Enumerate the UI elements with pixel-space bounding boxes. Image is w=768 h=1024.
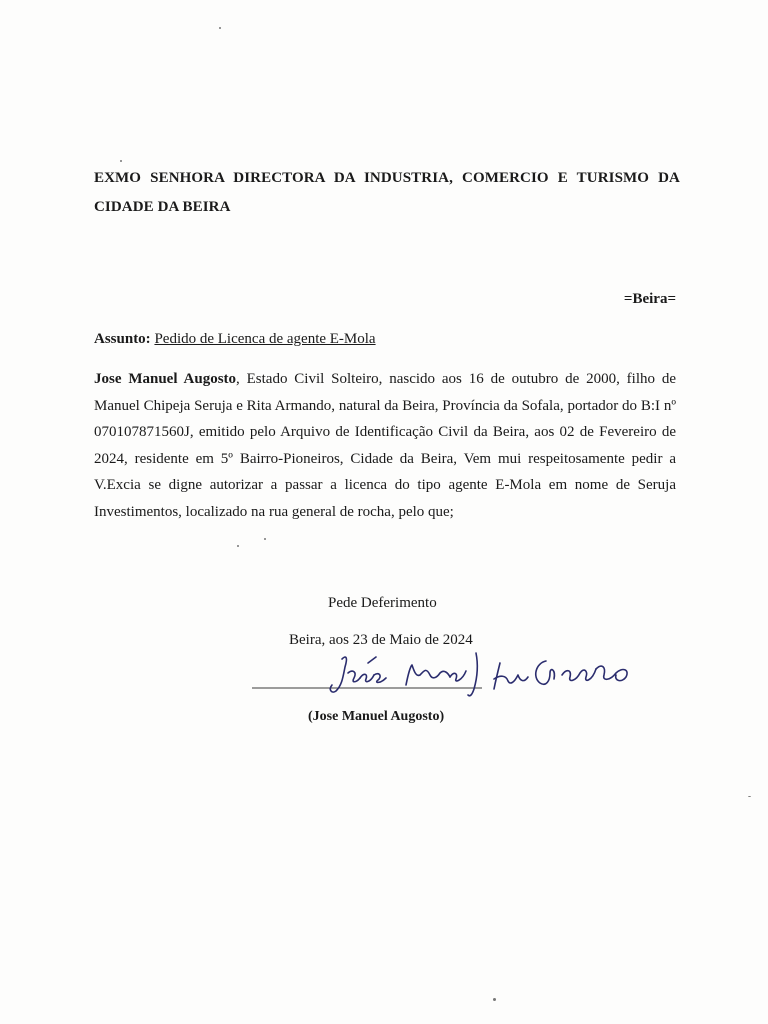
scan-speck bbox=[237, 545, 239, 547]
scan-speck bbox=[120, 160, 122, 162]
applicant-name: Jose Manuel Augosto bbox=[94, 371, 237, 387]
place-date: Beira, aos 23 de Maio de 2024 bbox=[289, 632, 473, 648]
subject-value: Pedido de Licenca de agente E-Mola bbox=[154, 331, 376, 347]
handwritten-signature bbox=[250, 645, 640, 705]
scan-speck bbox=[493, 998, 496, 1001]
letter-body bbox=[94, 366, 676, 525]
scan-speck bbox=[748, 796, 751, 797]
scan-speck bbox=[219, 27, 221, 29]
letter-body-text: , Estado Civil Solteiro, nascido aos 16 de outubro de 2000, filho de Manuel Chipeja Seruja e Rita Armando, natural da Beira, Província da Sofala, portador do B:I nº 070107871560J, emitido pelo Arquivo de Identificação Civil da Beira, aos 02 de Fevereiro de 2024, residente em 5º Bairro-Pioneiros, Cidade da Beira, Vem mui respeitosamente pedir a V.Excia se digne autorizar a passar a licenca do tipo agente E-Mola em nome de Seruja Investimentos, localizado na rua general de rocha, pelo que; bbox=[94, 371, 676, 520]
scan-speck bbox=[264, 538, 266, 540]
subject-label: Assunto: bbox=[94, 331, 151, 347]
city-header: =Beira= bbox=[623, 291, 676, 307]
subject-line bbox=[94, 331, 376, 348]
addressee-heading: EXMO SENHORA DIRECTORA DA INDUSTRIA, COMERCIO E TURISMO DA CIDADE DA BEIRA bbox=[94, 170, 680, 215]
closing-phrase: Pede Deferimento bbox=[328, 595, 437, 611]
signer-name: (Jose Manuel Augosto) bbox=[308, 709, 445, 724]
